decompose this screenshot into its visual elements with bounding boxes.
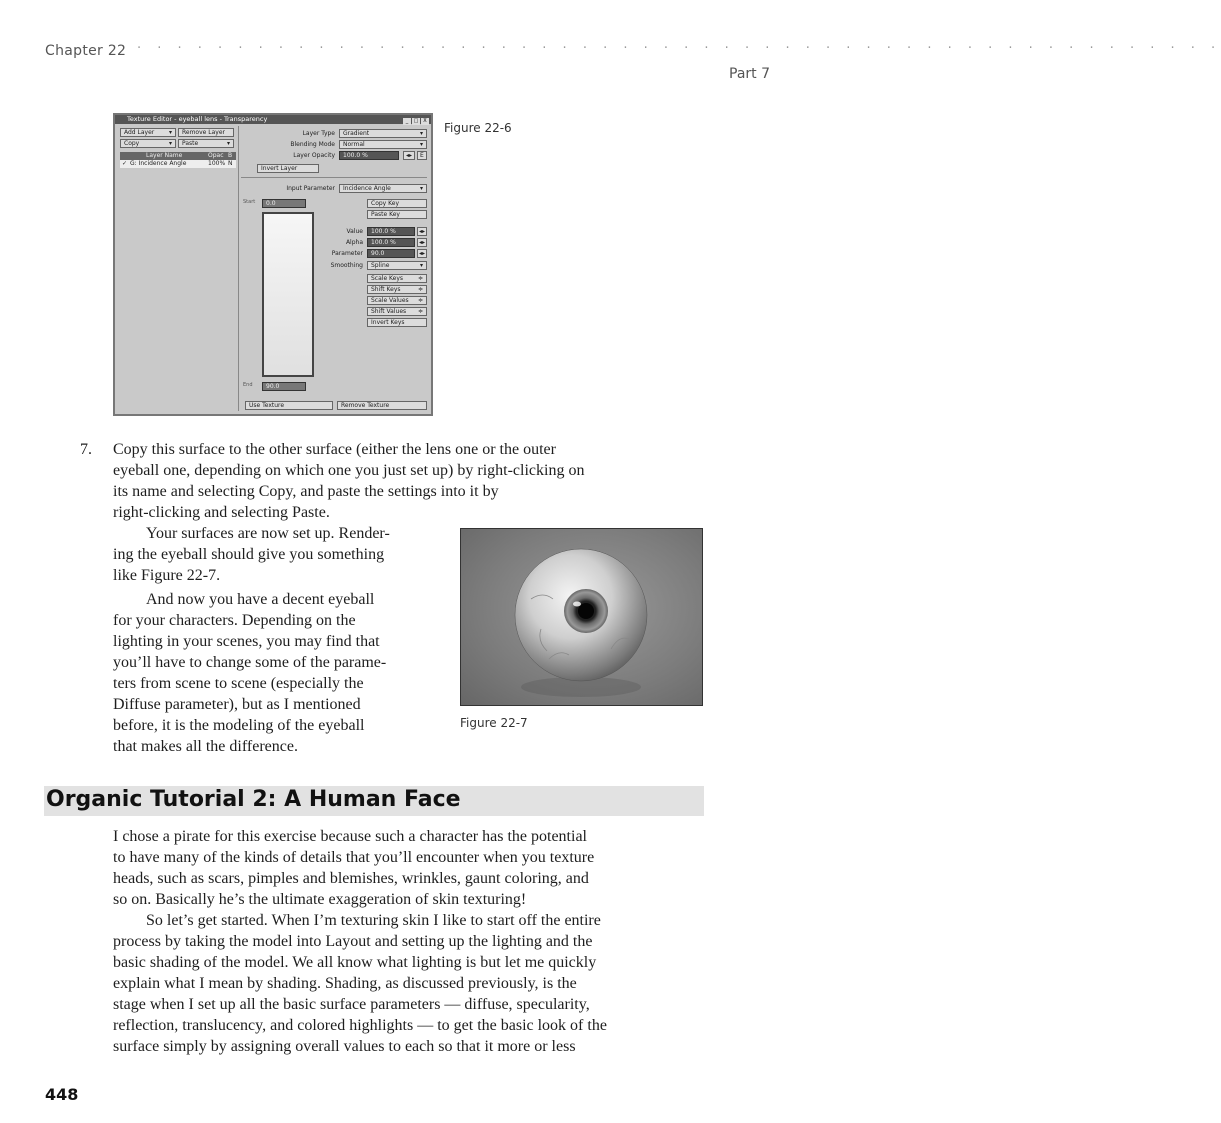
end-value-field[interactable]: 90.0 <box>262 382 306 391</box>
end-label: End <box>243 382 253 388</box>
layer-row[interactable]: ✓ G: Incidence Angle 100% N <box>120 160 236 168</box>
section-title: Organic Tutorial 2: A Human Face <box>46 787 461 812</box>
alpha-label: Alpha <box>345 239 363 246</box>
window-titlebar <box>115 115 431 124</box>
section-heading-bar <box>44 786 704 816</box>
pirate-paragraph: I chose a pirate for this exercise because such a character has the potential to have many of the kinds of details that you’ll encounter when you texture heads, such as scars, pimples and blemishes, wrinkles, gaunt coloring, and so on. Basically he’s the ultimate exaggeration of skin texturing! <box>113 828 595 908</box>
window-title: Texture Editor - eyeball lens - Transparency <box>127 115 268 123</box>
running-head <box>45 41 1221 63</box>
layer-panel <box>118 126 239 411</box>
opacity-stepper-icon[interactable]: ◂▸ <box>403 151 415 160</box>
shift-keys-button[interactable]: Shift Keys ≑ <box>367 285 427 294</box>
add-layer-button[interactable]: Add Layer ▾ <box>120 128 176 137</box>
eyeball-render-image <box>460 528 703 706</box>
invert-layer-button[interactable]: Invert Layer <box>257 164 319 173</box>
use-texture-button[interactable]: Use Texture <box>245 401 333 410</box>
remove-texture-button[interactable]: Remove Texture <box>337 401 427 410</box>
blending-mode-select[interactable]: Normal ▾ <box>339 140 427 149</box>
value-field[interactable]: 100.0 % <box>367 227 415 236</box>
start-value-field[interactable]: 0.0 <box>262 199 306 208</box>
step-number: 7. <box>80 441 92 458</box>
invert-keys-button[interactable]: Invert Keys <box>367 318 427 327</box>
parameter-label: Parameter <box>331 250 363 257</box>
value-label: Value <box>346 228 363 235</box>
smoothing-select[interactable]: Spline ▾ <box>367 261 427 270</box>
envelope-button[interactable]: E <box>417 151 427 160</box>
smoothing-label: Smoothing <box>330 262 363 269</box>
minimize-button[interactable]: _ <box>403 118 411 125</box>
start-label: Start <box>243 199 256 205</box>
step-7-text: Copy this surface to the other surface (either the lens one or the outer eyeball one, depending on which one you just set up) by right-clicking on its name and selecting Copy, and paste the settings into it by right-clicking and selecting Paste. <box>113 441 585 521</box>
get-started-paragraph: So let’s get started. When I’m texturing skin I like to start off the entire process by taking the model into Layout and setting up the lighting and the basic shading of the model. We all know what lighting is but let me quickly explain what I mean by shading. Shading, as discussed previously, is the stage when I set up all the basic surface parameters — diffuse, specularity, reflection, translucency, and colored highlights — to get the basic look of the surface simply by assigning overall values to each so that it more or less <box>113 912 607 1055</box>
paste-button[interactable]: Paste ▾ <box>178 139 234 148</box>
scale-keys-button[interactable]: Scale Keys ≑ <box>367 274 427 283</box>
render-paragraph: Your surfaces are now set up. Render- ing the eyeball should give you something like Figure 22-7. <box>113 525 390 584</box>
alpha-field[interactable]: 100.0 % <box>367 238 415 247</box>
texture-editor-window <box>113 113 433 416</box>
layer-opacity-field[interactable]: 100.0 % <box>339 151 399 160</box>
page-number: 448 <box>45 1085 79 1104</box>
eyeball-paragraph: And now you have a decent eyeball for your characters. Depending on the lighting in your scenes, you may find that you’ll have to change some of the parame- ters from scene to scene (especially the Diffuse parameter), but as I mentioned before, it is the modeling of the eyeball that makes all the difference. <box>113 591 387 755</box>
value-stepper-icon[interactable]: ◂▸ <box>419 228 426 235</box>
checkmark-icon: ✓ <box>122 160 128 167</box>
leader-dots: · · · · · · · · · · · · · · · · · · · · · · · · · · · · · · · · · · · · · · · · · · · · · · · · · · · · · · <box>137 41 1221 56</box>
input-parameter-label: Input Parameter <box>286 185 335 192</box>
remove-layer-button[interactable]: Remove Layer <box>178 128 234 137</box>
close-button[interactable]: X <box>421 118 429 125</box>
maximize-button[interactable]: □ <box>413 118 419 124</box>
blending-mode-label: Blending Mode <box>290 141 335 148</box>
layer-list-header: Layer Name Opac B <box>120 152 236 160</box>
gradient-bar[interactable] <box>262 212 314 377</box>
chapter-label: Chapter 22 <box>45 43 127 59</box>
scale-values-button[interactable]: Scale Values ≑ <box>367 296 427 305</box>
parameter-field[interactable]: 90.0 <box>367 249 415 258</box>
eyeball-illustration <box>461 529 702 705</box>
figure-22-6-caption: Figure 22-6 <box>444 121 512 135</box>
input-parameter-select[interactable]: Incidence Angle ▾ <box>339 184 427 193</box>
alpha-stepper-icon[interactable]: ◂▸ <box>419 239 426 246</box>
figure-22-7-caption: Figure 22-7 <box>460 716 528 730</box>
parameter-stepper-icon[interactable]: ◂▸ <box>419 250 426 257</box>
layer-type-label: Layer Type <box>302 130 335 137</box>
paste-key-button[interactable]: Paste Key <box>367 210 427 219</box>
layer-type-select[interactable]: Gradient ▾ <box>339 129 427 138</box>
divider <box>241 177 427 178</box>
layer-opacity-label: Layer Opacity <box>293 152 335 159</box>
copy-button[interactable]: Copy ▾ <box>120 139 176 148</box>
shift-values-button[interactable]: Shift Values ≑ <box>367 307 427 316</box>
part-label: Part 7 <box>729 66 770 82</box>
copy-key-button[interactable]: Copy Key <box>367 199 427 208</box>
